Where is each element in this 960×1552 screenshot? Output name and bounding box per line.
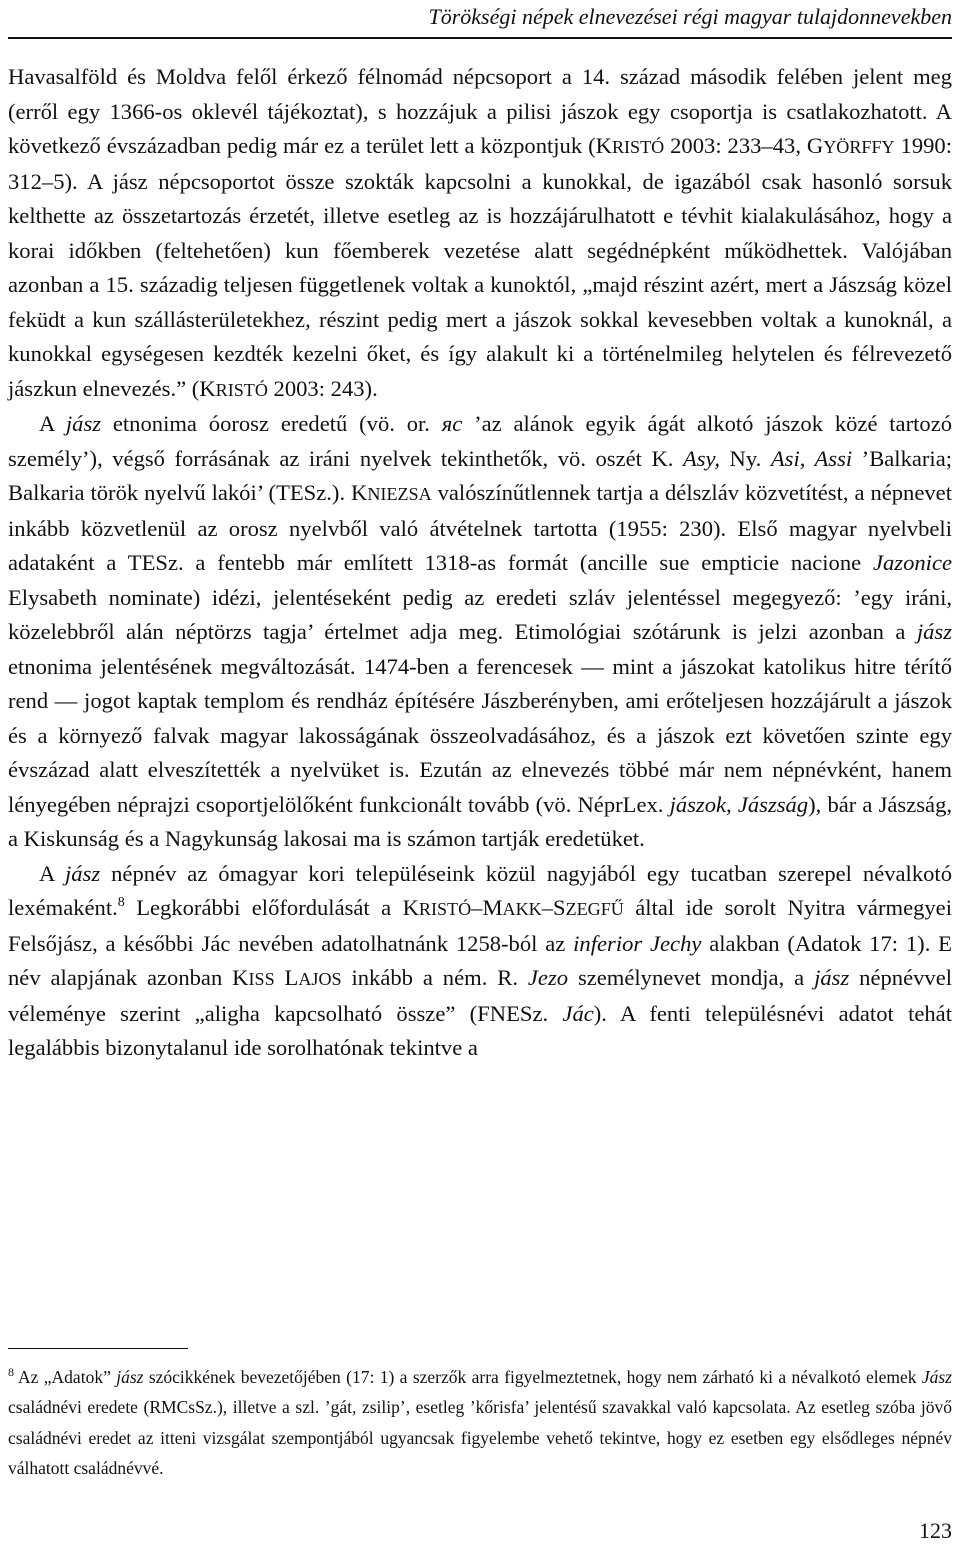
text-run: etnonima óorosz eredetű (vö. or. (101, 411, 442, 436)
footnote-ref: 8 (117, 895, 125, 910)
running-header (0, 0, 960, 40)
italic-term: jászok, Jászság (669, 791, 809, 817)
body-text (8, 60, 952, 1066)
text-run: által ide sorolt Nyitra vármegyei Felsőjász, a későbbi Jác nevében adatolhatnánk 1258-ból az (8, 895, 952, 956)
text-run: ). A fenti településnévi adatot tehát legalábbis bizonytalanul ide sorolhatónak tekintve a (8, 1000, 952, 1060)
italic-term: Jász (921, 1367, 952, 1387)
text-run: – (541, 895, 554, 920)
small-caps-name: ZEGFŰ (565, 899, 624, 919)
paragraph (8, 60, 952, 407)
text-run: 1990: 312–5). A jász népcsoportot össze szokták kapcsolni a kunokkal, de igazából csak hasonló sorsuk kelthette az összetartozás érzetét, illetve esetleg az is hozzájárulhatott e tévhit kialakulásához, hogy a korai időkben (feltehetően) kun főemberek vezetése alatt segédnépként működhettek. Valójában azonban a 15. századig teljesen függetlenek voltak a kunoktól, „majd részint azért, mert a Jászság közel feküdt a kun szállásterületekhez, részint pedig mert a jászok sokkal kevesebben voltak a kunoknál, a kunokkal egységesen kezdték kezelni őket, és így alakult ki a történelmileg helytelen és félrevezető jászkun elnevezés.” ( (8, 133, 953, 401)
italic-term: jász (814, 965, 850, 990)
text-run: Legkorábbi előfordulását a (124, 895, 403, 920)
text-run: családnévi eredete (RMCsSz.), illetve a szl. ’gát, zsilip’, esetleg ’kőrisfa’ jelentésű szavakkal való kapcsolata. Az esetleg szóba jövő családnévi eredet az itteni vizsgálat szempontjából ugyancsak figyelembe vehető tekintve, hogy ez esetben egy elsődleges népnév válhatott családnévvé. (8, 1397, 952, 1479)
italic-term: Jác (562, 1000, 594, 1026)
italic-term: jász (65, 411, 102, 436)
text-run: inkább a ném. R. (341, 965, 528, 990)
text-run: népnév az ómagyar kori településeink közül nagyjából egy tucatban szerepel névalkotó lexémaként. (8, 860, 952, 920)
paragraph (8, 407, 952, 857)
text-run: valószínűtlennek tartja a délszláv közvetítést, a népnevet inkább közvetlenül az orosz nyelvből való átvételnek tartotta (1955: 230). Első magyar nyelvbeli adataként a TESz. a fentebb már említett 1318-as formát (ancille sue empticie nacione (8, 480, 952, 575)
page-number: 123 (919, 1518, 952, 1543)
text-run: szócikkének bevezetőjében (17: 1) a szerzők arra figyelmeztetnek, hogy nem zárható ki a névalkotó elemek (143, 1367, 922, 1387)
text-run (275, 965, 285, 990)
text-run: K (199, 375, 216, 401)
text-run: ’az alánok egyik ágát alkotó jászok közé tartozó személy’), végső forrásának az iráni nyelvek tekinthetők, vö. oszét K. (8, 411, 953, 471)
small-caps-name: AKK (502, 899, 542, 919)
footnote-text (8, 1367, 952, 1478)
footnote-mark: 8 (8, 1365, 14, 1379)
text-run: alakban (Adatok 17: 1). E név alapjának azonban (8, 930, 952, 990)
italic-term: jász (65, 860, 101, 886)
small-caps-name: NIEZSA (367, 484, 432, 504)
header-rule (8, 37, 952, 39)
text-run: Az „Adatok” (18, 1367, 117, 1387)
running-title: Törökségi népek elnevezései régi magyar tulajdonnevekben (428, 4, 952, 29)
italic-term: яс (441, 411, 463, 436)
italic-term: jász (916, 619, 952, 644)
small-caps-name: YÖRFFY (823, 137, 895, 157)
footnote-rule (8, 1348, 188, 1349)
text-run: G (806, 133, 824, 158)
text-run: A (39, 411, 66, 436)
text-run: K (595, 133, 612, 158)
text-run: Elysabeth nominate) idézi, jelentéseként pedig az eredeti szláv jelentéssel megegyező: ’egy iráni, közelebbről alán néptörzs tagja’ értelmet adja meg. Etimológiai szótárunk is jelzi azonban a (8, 584, 952, 644)
text-run: K (351, 480, 368, 505)
text-run: Ny. (719, 445, 771, 471)
text-run: L (284, 965, 299, 990)
text-run: M (482, 895, 503, 920)
italic-term: Asy, (682, 445, 720, 471)
text-run: 2003: 243). (267, 375, 378, 401)
italic-term: inferior Jechy (573, 930, 702, 956)
text-run: – (471, 895, 483, 920)
small-caps-name: AJOS (298, 969, 342, 989)
text-run: ), bár a Jászság, a Kiskunság és a Nagykunság lakosai ma is számon tartják eredetüket. (8, 791, 953, 851)
footnote (8, 1357, 952, 1484)
small-caps-name: RISTÓ (418, 899, 472, 919)
text-run: S (553, 895, 566, 920)
text-run: ’Balkaria; Balkaria török nyelvű lakói’ (TESz.). (8, 445, 953, 505)
small-caps-name: RISTÓ (215, 379, 268, 400)
italic-term: Asi, Assi (770, 445, 853, 471)
small-caps-name: ISS (248, 969, 275, 989)
text-run: Havasalföld és Moldva felől érkező félnomád népcsoport a 14. század második felében jelent meg (erről egy 1366-os oklevél tájékoztat), s hozzájuk a pilisi jászok egy csoportja is csatlakozhatott. A következő évszázadban pedig már ez a terület lett a központjuk ( (8, 64, 952, 158)
text-run: K (232, 965, 249, 990)
text-run: személynevet mondja, a (568, 965, 815, 990)
paragraph (8, 857, 952, 1066)
small-caps-name: RISTÓ (611, 137, 665, 157)
italic-term: Jazonice (872, 550, 952, 575)
text-run: K (402, 895, 419, 920)
italic-term: jász (116, 1367, 144, 1387)
text-run: népnévvel véleménye szerint „aligha kapcsolható össze” (FNESz. (8, 965, 953, 1026)
text-run: etnonima jelentésének megváltozását. 1474-ben a ferencesek — mint a jászokat katolikus hitre térítő rend — jogot kaptak templom és rendház építésére Jászberényben, ami erőteljesen hozzájárult a jászok és a környező falvak magyar lakosságának összeolvadásához, és a jászok ezt követően szinte egy évszázad alatt elveszítették a nyelvüket is. Ezután az elnevezés többé már nem népnévként, hanem lényegében néprajzi csoportjelölőként funkcionált tovább (vö. NéprLex. (8, 653, 952, 817)
text-run: A (39, 860, 66, 886)
text-run: 2003: 233–43, (664, 133, 807, 158)
italic-term: Jezo (527, 965, 569, 990)
